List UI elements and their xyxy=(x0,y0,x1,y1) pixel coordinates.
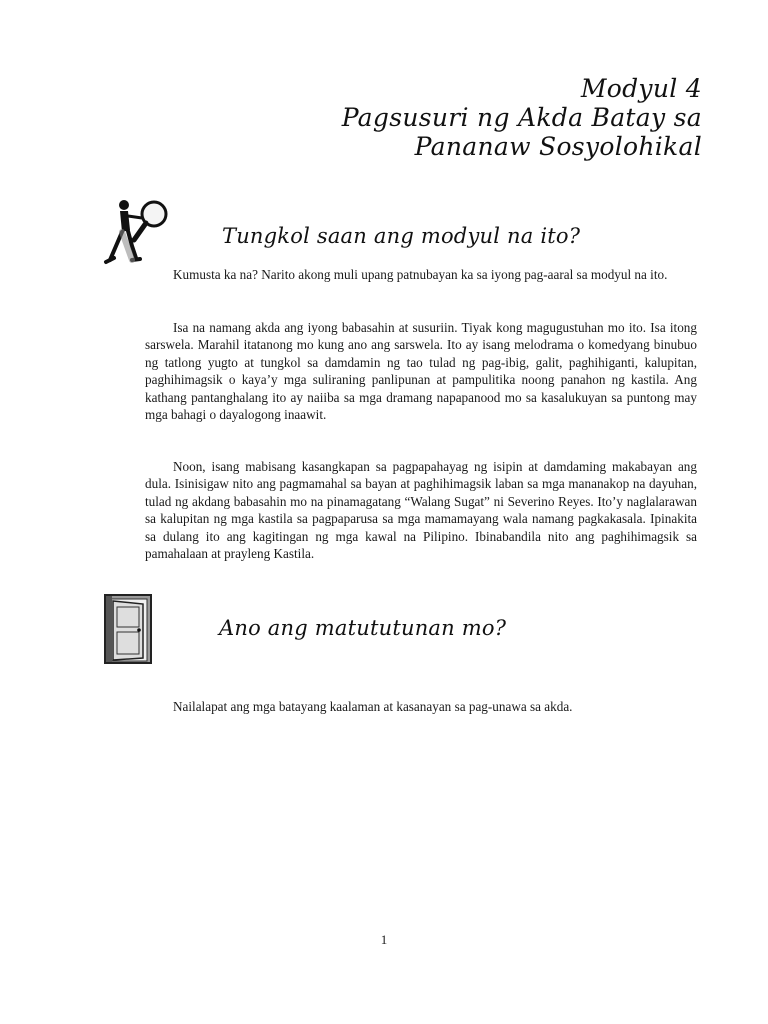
module-title xyxy=(342,74,702,161)
section-heading-about: Tungkol saan ang modyul na ito? xyxy=(222,224,581,248)
paragraph-greeting: Kumusta ka na? Narito akong muli upang patnubayan ka sa iyong pag-aaral sa modyul na ito. xyxy=(173,267,668,282)
module-title-line-3: Pananaw Sosyolohikal xyxy=(414,132,702,161)
module-title-line-1: Modyul 4 xyxy=(580,74,702,103)
page-number: 1 xyxy=(380,932,388,947)
open-door-icon xyxy=(104,594,152,664)
paragraph-sarswela: Isa na namang akda ang iyong babasahin at susuriin. Tiyak kong magugustuhan mo ito. Isa itong sarswela. Marahil itatanong mo kung ano ang sarswela. Ito ay isang melodrama o komedyang binubuo ng tatlong yugto at tungkol sa damdamin ng tao tulad ng pag-ibig, galit, paghihiganti, kalupitan, paghihimagsik o kaya’y mga suliraning panlipunan at pampulitika noong panahon ng kastila. Ang kathang pantanghalang ito ay naiiba sa mga dramang napapanood mo sa kasalukuyan sa puntong may mga bahagi o dayalogong inaawit. xyxy=(145,320,697,423)
magnifying-glass-figure-icon xyxy=(102,196,170,268)
module-title-line-2: Pagsusuri ng Akda Batay sa xyxy=(341,103,702,132)
paragraph-objective: Nailalapat ang mga batayang kaalaman at kasanayan sa pag-unawa sa akda. xyxy=(173,699,573,714)
paragraph-walang-sugat: Noon, isang mabisang kasangkapan sa pagpapahayag ng isipin at damdaming makabayan ang dula. Isinisigaw nito ang pagmamahal sa bayan at paghihimagsik laban sa mga mananakop na dayuhan, tulad ng akdang babasahin mo na pinamagatang “Walang Sugat” ni Severino Reyes. Ito’y naglalarawan sa kalupitan ng mga kastila sa pagpaparusa sa mga mamamayang wala namang pagkakasala. Ipinakita sa dulang ito ang kagitingan ng mga kawal na Pilipino. Ibinabandila nito ang paghihimagsik sa pamahalaan at prayleng Kastila. xyxy=(145,459,697,562)
section-heading-learning: Ano ang matututunan mo? xyxy=(219,616,507,640)
